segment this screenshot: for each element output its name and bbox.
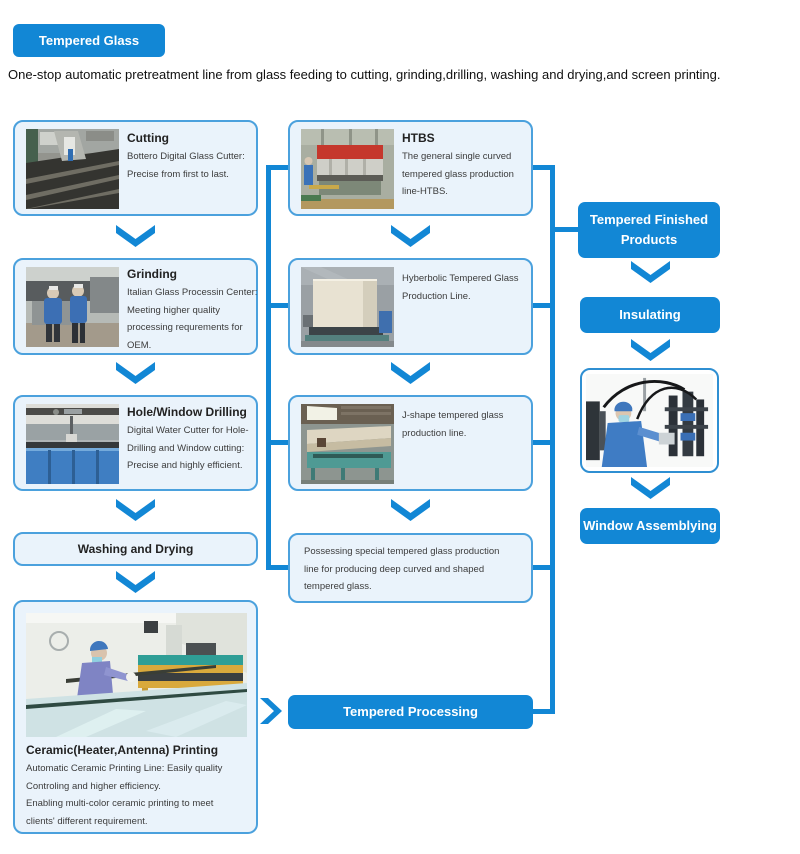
chevron-down-icon [116, 499, 155, 521]
connector-stub [266, 565, 290, 570]
grinding-title: Grinding [127, 267, 177, 281]
page-subtitle: One-stop automatic pretreatment line from glass feeding to cutting, grinding,drilling, washing and drying,and screen printing. [8, 67, 721, 82]
grinding-box [13, 258, 258, 355]
ceramic-line: Enabling multi-color ceramic printing to meet [26, 798, 214, 809]
cutting-line: Precise from first to last. [127, 168, 229, 180]
assembling-photo-frame [580, 368, 719, 473]
drilling-line: Digital Water Cutter for Hole- [127, 425, 249, 436]
chevron-down-icon [116, 362, 155, 384]
chevron-down-icon [116, 225, 155, 247]
hyperbolic-box [288, 258, 533, 355]
washing-label: Washing and Drying [77, 542, 194, 556]
special-line: line for producing deep curved and shaped [304, 563, 485, 575]
htbs-box [288, 120, 533, 216]
ceramic-printing-photo [26, 613, 247, 737]
cutting-line: Bottero Digital Glass Cutter: [127, 151, 245, 162]
grinding-line: Meeting higher quality [127, 304, 220, 316]
tempered-processing-button [288, 695, 533, 729]
insulating-button [580, 297, 720, 333]
special-line: Possessing special tempered glass production [304, 546, 500, 557]
tempered-processing-label: Tempered Processing [343, 704, 478, 719]
finished-line: Tempered Finished [589, 212, 709, 227]
ceramic-line: clients' different requirement. [26, 815, 148, 827]
window-assembling-photo [586, 374, 713, 467]
grinding-line: processing requrements for [127, 322, 243, 333]
drilling-title: Hole/Window Drilling [127, 405, 247, 419]
drilling-photo [26, 404, 119, 484]
connector-stub [266, 303, 290, 308]
cutting-photo [26, 129, 119, 209]
jshape-photo [301, 404, 394, 484]
connector-stub [266, 165, 290, 170]
chevron-down-icon [631, 339, 670, 361]
drilling-line: Precise and highly efficient. [127, 460, 243, 471]
chevron-down-icon [116, 571, 155, 593]
grinding-line: Italian Glass Processin Center: [127, 287, 258, 298]
tempered-glass-badge: Tempered Glass [13, 24, 165, 57]
insulating-label: Insulating [619, 307, 681, 322]
chevron-down-icon [631, 261, 670, 283]
window-assembling-label: Window Assemblying [583, 518, 717, 533]
chevron-down-icon [391, 362, 430, 384]
chevron-down-icon [391, 499, 430, 521]
grinding-photo [26, 267, 119, 347]
cutting-title: Cutting [127, 131, 169, 145]
washing-box [13, 532, 258, 566]
connector-stub [266, 440, 290, 445]
ceramic-title: Ceramic(Heater,Antenna) Printing [26, 743, 219, 757]
hyperbolic-line: Production Line. [402, 290, 471, 302]
chevron-right-icon [260, 698, 282, 724]
jshape-box [288, 395, 533, 491]
window-assembling-button [580, 508, 720, 544]
connector-left-bus [266, 165, 271, 570]
grinding-line: OEM. [127, 339, 152, 351]
hyperbolic-photo [301, 267, 394, 347]
drilling-line: Drilling and Window cutting: [127, 442, 245, 454]
drilling-box [13, 395, 258, 491]
htbs-line: The general single curved [402, 151, 512, 162]
htbs-line: tempered glass production [402, 168, 514, 180]
ceramic-box [13, 600, 258, 834]
chevron-down-icon [631, 477, 670, 499]
cutting-box [13, 120, 258, 216]
special-line: tempered glass. [304, 581, 372, 592]
special-tempered-box [288, 533, 533, 603]
jshape-line: J-shape tempered glass [402, 410, 504, 421]
ceramic-line: Automatic Ceramic Printing Line: Easily quality [26, 763, 223, 774]
hyperbolic-line: Hyberbolic Tempered Glass [402, 273, 519, 284]
jshape-line: production line. [402, 427, 467, 439]
htbs-photo [301, 129, 394, 209]
finished-line: Products [620, 232, 678, 247]
htbs-line: line-HTBS. [402, 186, 448, 197]
ceramic-line: Controling and higher efficiency. [26, 780, 161, 792]
chevron-down-icon [391, 225, 430, 247]
tempered-finished-products-button [578, 202, 720, 258]
htbs-title: HTBS [402, 131, 435, 145]
